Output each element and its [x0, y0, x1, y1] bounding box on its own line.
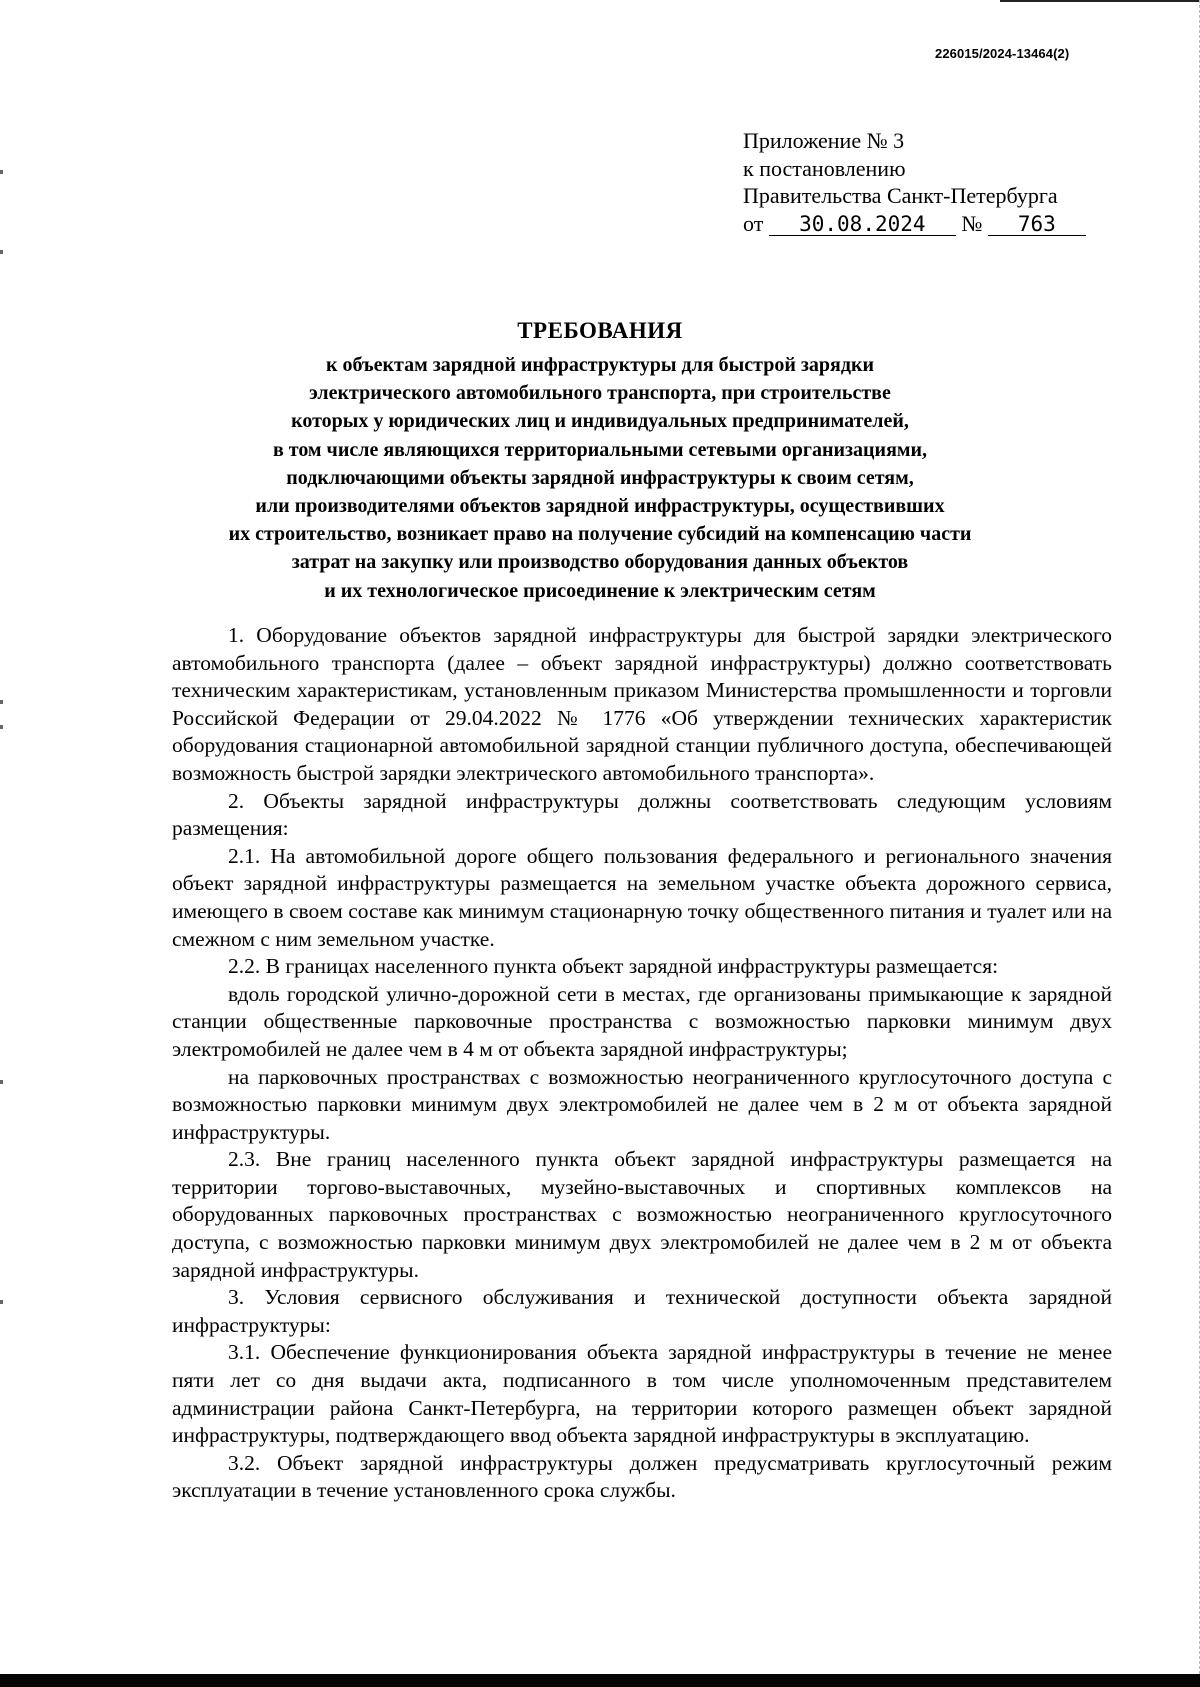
subtitle-line: или производителями объектов зарядной инфраструктуры, осуществивших: [255, 495, 945, 518]
scan-artifact-left-tick: [0, 1080, 3, 1084]
subtitle-line: которых у юридических лиц и индивидуальных предпринимателей,: [291, 410, 909, 433]
subtitle-line: подключающими объекты зарядной инфраструктуры к своим сетям,: [286, 466, 914, 489]
subtitle-line: электрического автомобильного транспорта, при строительстве: [309, 382, 891, 405]
scan-artifact-left-tick: [0, 250, 3, 254]
paragraph-3: 3. Условия сервисного обслуживания и технической доступности объекта зарядной инфраструктуры:: [172, 1285, 1112, 1337]
resolution-date: 30.08.2024: [769, 213, 956, 236]
resolution-number: 763: [988, 213, 1086, 236]
date-prefix: от: [743, 210, 764, 236]
appendix-line: Приложение № 3: [743, 128, 905, 153]
appendix-line: к постановлению: [743, 155, 906, 181]
document-subtitle: [130, 351, 1070, 605]
number-prefix: №: [961, 210, 983, 236]
scan-artifact-left-tick: [0, 1300, 3, 1304]
paragraph-2-2-item: на парковочных пространствах с возможностью неограниченного круглосуточного доступа с возможностью парковки минимум двух электромобилей не далее чем в 2 м от объекта зарядной инфраструктуры.: [172, 1064, 1112, 1144]
paragraph-2: 2. Объекты зарядной инфраструктуры должны соответствовать следующим условиям размещения:: [172, 788, 1112, 841]
subtitle-line: к объектам зарядной инфраструктуры для быстрой зарядки: [325, 354, 875, 376]
document-title: ТРЕБОВАНИЯ: [517, 318, 683, 343]
scan-artifact-bottom-band: [0, 1674, 1200, 1687]
paragraph-2-2-item: вдоль городской улично-дорожной сети в местах, где организованы примыкающие к зарядной станции общественные парковочные пространства с возможностью парковки минимум двух электромобилей не далее чем в 4 м от объекта зарядной инфраструктуры;: [172, 981, 1112, 1061]
scan-artifact-top-line: [1000, 0, 1200, 2]
paragraph-3-2: 3.2. Объект зарядной инфраструктуры должен предусматривать круглосуточный режим эксплуатации в течение установленного срока службы.: [172, 1450, 1112, 1503]
scan-artifact-left-tick: [0, 725, 3, 729]
document-body: [172, 622, 1112, 1505]
subtitle-line: их строительство, возникает право на получение субсидий на компенсацию части: [228, 523, 972, 546]
paragraph-2-2: 2.2. В границах населенного пункта объект зарядной инфраструктуры размещается:: [228, 954, 999, 979]
appendix-line: Правительства Санкт-Петербурга: [743, 183, 1058, 208]
scan-artifact-left-tick: [0, 700, 3, 704]
paragraph-2-3: 2.3. Вне границ населенного пункта объект зарядной инфраструктуры размещается на территории торгово-выставочных, музейно-выставочных и спортивных комплексов на оборудованных парковочных пространствах с возможностью неограниченного круглосуточного доступа, с возможностью парковки минимум двух электромобилей не далее чем в 2 м от объекта зарядной инфраструктуры.: [172, 1147, 1112, 1282]
subtitle-line: и их технологическое присоединение к электрическим сетям: [324, 579, 876, 602]
appendix-date-line: [743, 210, 1086, 238]
subtitle-line: в том числе являющихся территориальными сетевыми организациями,: [272, 438, 928, 461]
appendix-block: [743, 127, 1086, 237]
paragraph-2-1: 2.1. На автомобильной дороге общего пользования федерального и регионального значения объект зарядной инфраструктуры размещается на земельном участке объекта дорожного сервиса, имеющего в своем составе как минимум стационарную точку общественного питания и туалет или на смежном с ним земельном участке.: [172, 843, 1112, 951]
document-registration-number: 226015/2024-13464(2): [935, 46, 1070, 61]
paragraph-1: 1. Оборудование объектов зарядной инфраструктуры для быстрой зарядки электрического автомобильного транспорта (далее – объект зарядной инфраструктуры) должно соответствовать техническим характеристикам, установленным приказом Министерства промышленности и торговли Российской Федерации от 29.04.2022 № 1776 «Об утверждении технических характеристик оборудования стационарной автомобильной зарядной станции публичного доступа, обеспечивающей возможность быстрой зарядки электрического автомобильного транспорта».: [172, 623, 1112, 785]
scan-artifact-left-tick: [0, 170, 3, 174]
paragraph-3-1: 3.1. Обеспечение функционирования объекта зарядной инфраструктуры в течение не менее пяти лет со дня выдачи акта, подписанного в том числе уполномоченным представителем администрации района Санкт-Петербурга, на территории которого размещен объект зарядной инфраструктуры, подтверждающего ввод объекта зарядной инфраструктуры в эксплуатацию.: [172, 1340, 1112, 1448]
subtitle-line: затрат на закупку или производство оборудования данных объектов: [291, 551, 909, 574]
